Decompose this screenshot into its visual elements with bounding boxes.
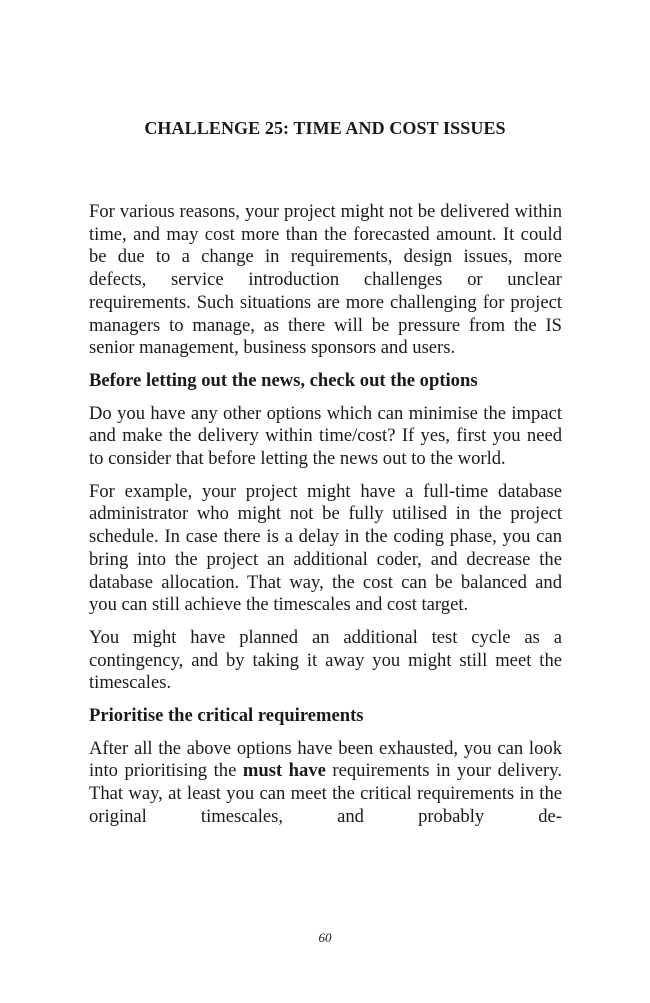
section-heading-options: Before letting out the news, check out the options	[89, 369, 478, 391]
paragraph-contingency: You might have planned an additional test cycle as a contingency, and by taking it away you might still meet the timescales.	[89, 626, 562, 694]
paragraph-prioritise-end: requirements in your delivery. That way, at least you can meet the critical requirements in the original timescales, and probably de-	[89, 760, 562, 827]
paragraph-example: For example, your project might have a full-time database administrator who might not be fully utilised in the project schedule. In case there is a delay in the coding phase, you can bring into the project an additional coder, and decrease the database allocation. That way, the cost can be balanced and you can still achieve the timescales and cost target.	[89, 480, 562, 616]
page-number: 60	[318, 930, 332, 945]
chapter-title: CHALLENGE 25: TIME AND COST ISSUES	[144, 118, 506, 138]
paragraph-prioritise-start: After all the above options have been exhausted, you can look into prioritising the	[89, 737, 562, 782]
paragraph-prioritise	[89, 738, 562, 829]
paragraph-options: Do you have any other options which can minimise the impact and make the delivery within time/cost? If yes, first you need to consider that before letting the news out to the world.	[89, 402, 562, 470]
section-heading-prioritise: Prioritise the critical requirements	[89, 705, 364, 727]
must-have-emphasis: must have	[242, 760, 326, 782]
paragraph-intro: For various reasons, your project might not be delivered within time, and may cost more than the forecasted amount. It could be due to a change in requirements, design issues, more defects, service introduction challenges or unclear requirements. Such situations are more challenging for project managers to manage, as there will be pressure from the IS senior management, business sponsors and users.	[89, 201, 562, 359]
page-body	[89, 201, 562, 839]
